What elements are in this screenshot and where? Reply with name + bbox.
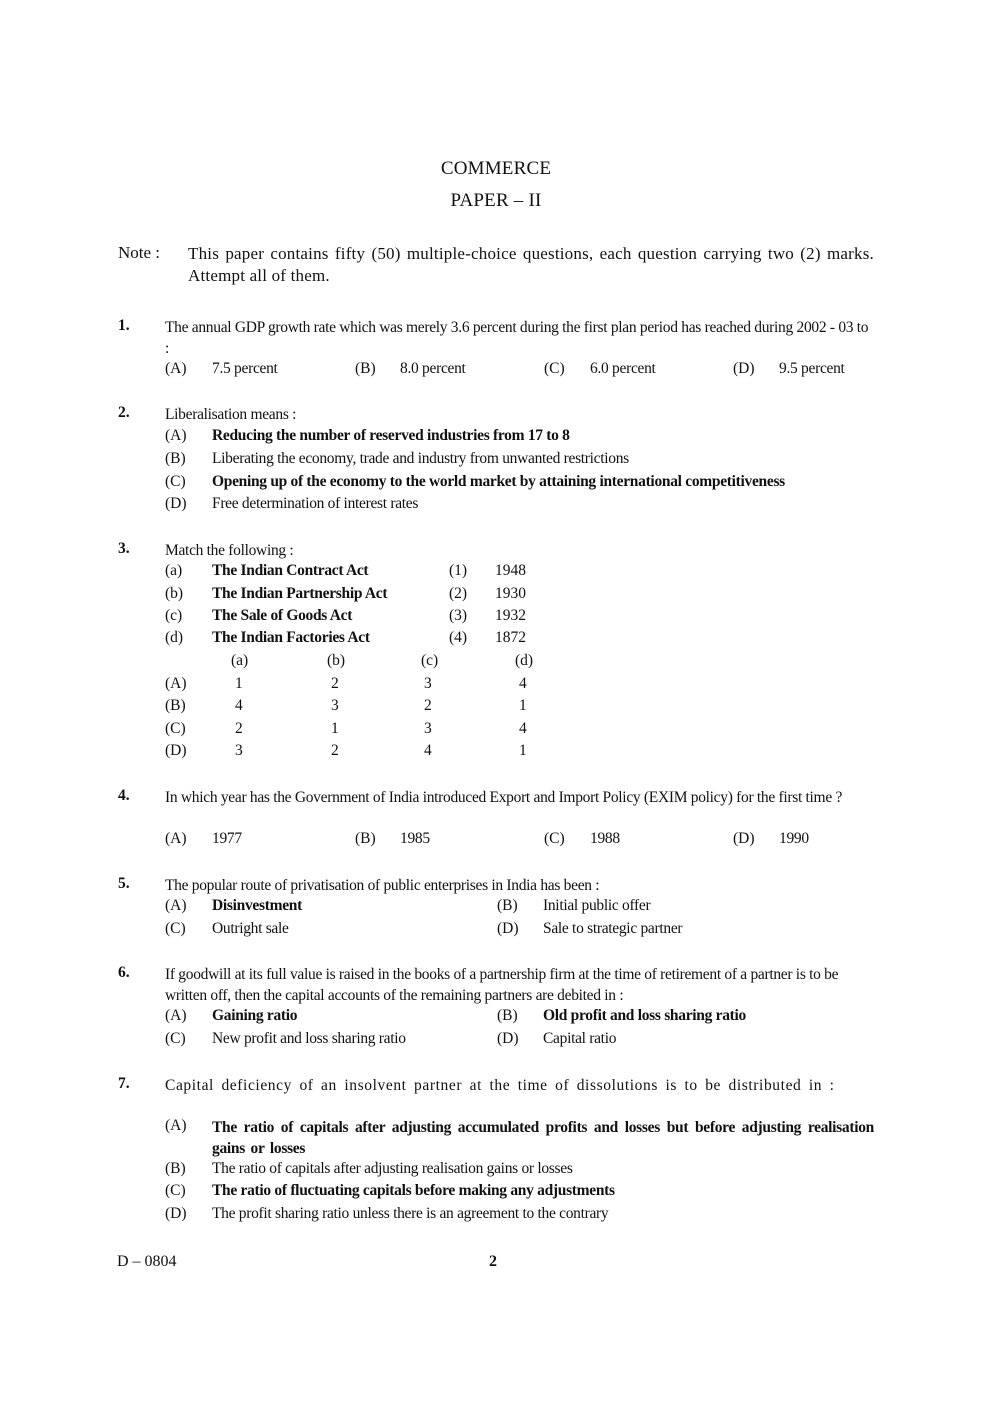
option-label: (C) <box>165 1030 186 1047</box>
option-text: 1977 <box>212 830 242 847</box>
option-label: (A) <box>165 1007 187 1024</box>
question-number: 6. <box>118 964 130 981</box>
option-label: (D) <box>165 495 187 512</box>
option-label: (A) <box>165 360 187 377</box>
code-value: 1 <box>331 720 339 737</box>
list-left-text: The Sale of Goods Act <box>212 607 353 624</box>
option-text: 1988 <box>590 830 620 847</box>
option-label: (B) <box>355 830 376 847</box>
list-right-label: (4) <box>449 629 468 646</box>
paper-code: D – 0804 <box>117 1253 177 1270</box>
list-left-text: The Indian Partnership Act <box>212 585 388 602</box>
question-number: 3. <box>118 540 130 557</box>
code-value: 3 <box>424 720 432 737</box>
note-label: Note : <box>118 243 161 262</box>
option-label: (B) <box>165 697 186 714</box>
subject-title: COMMERCE <box>440 158 552 179</box>
option-text: Liberating the economy, trade and industry from unwanted restrictions <box>212 450 629 467</box>
code-value: 2 <box>424 697 432 714</box>
list-left-label: (c) <box>165 607 183 624</box>
code-value: 1 <box>235 675 243 692</box>
option-label: (D) <box>733 360 755 377</box>
option-label: (D) <box>165 742 187 759</box>
page-number: 2 <box>489 1253 497 1270</box>
option-label: (A) <box>165 897 187 914</box>
option-label: (B) <box>165 1160 186 1177</box>
option-label: (C) <box>165 720 186 737</box>
option-label: (A) <box>165 675 187 692</box>
option-label: (D) <box>497 920 519 937</box>
list-right-text: 1932 <box>495 607 526 624</box>
option-text: Outright sale <box>212 920 289 937</box>
option-label: (B) <box>497 897 518 914</box>
list-right-label: (2) <box>449 585 468 602</box>
option-text: Initial public offer <box>543 897 651 914</box>
question-number: 5. <box>118 875 130 892</box>
question-text: Liberalisation means : <box>165 406 297 423</box>
option-label: (C) <box>544 360 565 377</box>
option-label: (C) <box>165 920 186 937</box>
option-text: 8.0 percent <box>400 360 466 377</box>
note-text: This paper contains fifty (50) multiple-choice questions, each question carrying two (2) marks. Attempt all of them. <box>188 244 874 285</box>
option-text: Free determination of interest rates <box>212 495 419 512</box>
option-text: 1985 <box>400 830 430 847</box>
code-value: 3 <box>235 742 243 759</box>
question-text: Match the following : <box>165 542 294 559</box>
option-text: New profit and loss sharing ratio <box>212 1030 406 1047</box>
option-text: Gaining ratio <box>212 1007 298 1024</box>
list-right-label: (3) <box>449 607 468 624</box>
code-value: 3 <box>424 675 432 692</box>
code-header: (c) <box>421 652 439 669</box>
option-text: 1990 <box>779 830 809 847</box>
code-value: 1 <box>519 697 527 714</box>
option-text: The ratio of fluctuating capitals before making any adjustments <box>212 1182 615 1199</box>
code-value: 4 <box>235 697 243 714</box>
option-label: (C) <box>544 830 565 847</box>
list-right-text: 1948 <box>495 562 526 579</box>
code-header: (d) <box>515 652 534 669</box>
code-value: 2 <box>331 675 339 692</box>
list-left-text: The Indian Contract Act <box>212 562 369 579</box>
list-right-text: 1930 <box>495 585 526 602</box>
code-header: (a) <box>231 652 249 669</box>
option-text: Reducing the number of reserved industries from 17 to 8 <box>212 427 570 444</box>
option-label: (A) <box>165 427 187 444</box>
option-label: (D) <box>165 1205 187 1222</box>
question-number: 2. <box>118 404 130 421</box>
code-value: 2 <box>331 742 339 759</box>
option-text: The ratio of capitals after adjusting accumulated profits and losses but before adjusting realisation gains or losses <box>212 1119 874 1157</box>
list-left-label: (a) <box>165 562 183 579</box>
option-label: (D) <box>497 1030 519 1047</box>
list-left-text: The Indian Factories Act <box>212 629 370 646</box>
list-left-label: (b) <box>165 585 184 602</box>
code-value: 4 <box>424 742 432 759</box>
question-text: If goodwill at its full value is raised in the books of a partnership firm at the time of retirement of a partner is to be written off, then the capital accounts of the remaining partners are debited in : <box>165 966 839 1004</box>
option-label: (B) <box>165 450 186 467</box>
code-value: 4 <box>519 675 527 692</box>
option-text: Old profit and loss sharing ratio <box>543 1007 746 1024</box>
option-text: 7.5 percent <box>212 360 278 377</box>
code-header: (b) <box>327 652 346 669</box>
code-value: 1 <box>519 742 527 759</box>
code-value: 3 <box>331 697 339 714</box>
option-text: 6.0 percent <box>590 360 656 377</box>
option-text: Sale to strategic partner <box>543 920 683 937</box>
question-number: 4. <box>118 787 130 804</box>
option-label: (B) <box>355 360 376 377</box>
option-label: (B) <box>497 1007 518 1024</box>
question-text: Capital deficiency of an insolvent partner at the time of dissolutions is to be distributed in : <box>165 1077 835 1094</box>
list-left-label: (d) <box>165 629 184 646</box>
option-label: (C) <box>165 1182 186 1199</box>
list-right-label: (1) <box>449 562 468 579</box>
option-text: 9.5 percent <box>779 360 845 377</box>
option-label: (A) <box>165 830 187 847</box>
option-label: (A) <box>165 1117 187 1134</box>
paper-title: PAPER – II <box>450 190 542 211</box>
list-right-text: 1872 <box>495 629 526 646</box>
code-value: 4 <box>519 720 527 737</box>
option-text: Capital ratio <box>543 1030 617 1047</box>
question-number: 1. <box>118 317 130 334</box>
question-number: 7. <box>118 1075 130 1092</box>
option-text: The ratio of capitals after adjusting realisation gains or losses <box>212 1160 573 1177</box>
question-text: The annual GDP growth rate which was merely 3.6 percent during the first plan period has reached during 2002 - 03 to : <box>165 319 869 357</box>
option-text: Disinvestment <box>212 897 302 914</box>
option-label: (D) <box>733 830 755 847</box>
option-text: Opening up of the economy to the world market by attaining international competitiveness <box>212 473 785 490</box>
question-text: In which year has the Government of India introduced Export and Import Policy (EXIM policy) for the first time ? <box>165 789 843 806</box>
option-text: The profit sharing ratio unless there is an agreement to the contrary <box>212 1205 609 1222</box>
code-value: 2 <box>235 720 243 737</box>
option-label: (C) <box>165 473 186 490</box>
question-text: The popular route of privatisation of public enterprises in India has been : <box>165 877 600 894</box>
